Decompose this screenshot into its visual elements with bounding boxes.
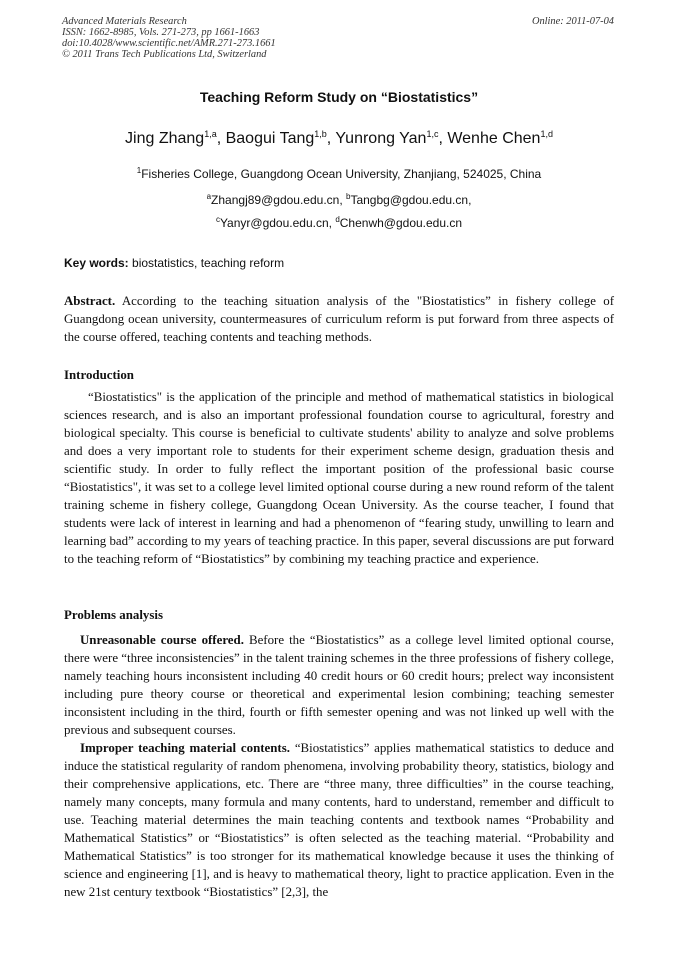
email-sup: a [206,192,212,201]
doi-line: doi:10.4028/www.scientific.net/AMR.271-273.1661 [62,38,276,49]
email-c: Yanyr@gdou.edu.cn, [219,216,336,230]
problems-p2-text: “Biostatistics” applies mathematical statistics to deduce and induce the statistical regularity of random phenomena, involving probability theory, statistics, biology and their comprehensive applications, etc. There are “three many, three difficulties” in the course teaching, namely many concepts, many formula and many contents, hard to understand, remember and difficult to use. Teaching material determines the main teaching contents and textbook names “Probability and Mathematical Statistics” or “Biostatistics” is often selected as the teaching material. “Probability and Mathematical Statistics” is too stronger for its mathematical knowledge because it uses the thinking of science and engineering [1], and is heavy to mathematical theory, light to practice application. Even in the new 21st century textbook “Biostatistics” [2,3], the [64,741,614,899]
email-line-2 [0,216,678,230]
author-sup: 1,c [426,129,439,139]
keywords-text: biostatistics, teaching reform [128,256,285,270]
author-sup: 1,b [314,129,327,139]
author-sep: , [438,130,448,147]
journal-name: Advanced Materials Research [62,16,187,27]
issn-line: ISSN: 1662-8985, Vols. 271-273, pp 1661-1663 [62,27,260,38]
affiliation-sup: 1 [136,166,142,175]
author-name: Yunrong Yan [335,130,427,147]
keywords [64,256,284,270]
abstract-label: Abstract. [64,294,116,308]
paper-title: Teaching Reform Study on “Biostatistics” [199,89,479,105]
problems-p1-label: Unreasonable course offered. [80,633,244,647]
author-sup: 1,a [204,129,217,139]
introduction-body [64,388,614,568]
author-sep: , [216,130,226,147]
introduction-paragraph: “Biostatistics" is the application of the principle and method of mathematical statistics in biological sciences research, and is also an important professional foundation course to agricultural, forestry and biological specialty. This course is beneficial to cultivate students' ability to analyze and solve problems and does a very important role to students for their experiment scheme design, graduation thesis and scientific study. In order to fully reflect the important position of the professional basic course “Biostatistics", it was set to a college level limited optional course during a new round reform of the talent training scheme in fishery college, Guangdong Ocean University. As the course teacher, I found that students were lack of interest in learning and had a phenomenon of “fearing study, unwilling to learn and learning bad” according to my years of teaching practice. In this paper, several discussions are put forward to the teaching reform of “Biostatistics” by combining my teaching practice and experience. [64,390,614,566]
affiliation [0,167,678,181]
journal-header [62,16,614,60]
email-sup: c [215,215,220,224]
email-b: Tangbg@gdou.edu.cn, [350,193,472,207]
affiliation-text: Fisheries College, Guangdong Ocean University, Zhanjiang, 524025, China [141,167,542,181]
abstract-text: According to the teaching situation analysis of the "Biostatistics” in fishery college of Guangdong ocean university, countermeasures of curriculum reform is put forward from three aspects of the course offered, teaching contents and teaching methods. [64,294,614,344]
problems-body [64,631,614,901]
email-sup: d [335,215,340,224]
author-name: Wenhe Chen [447,130,541,147]
email-d: Chenwh@gdou.edu.cn [339,216,463,230]
copyright-line: © 2011 Trans Tech Publications Ltd, Switzerland [62,49,267,60]
email-line-1 [0,193,678,207]
keywords-label: Key words: [64,256,129,270]
problems-heading: Problems analysis [64,608,163,622]
abstract [64,292,614,346]
problems-paragraph-2 [64,739,614,901]
author-list [0,130,678,148]
email-sup: b [346,192,351,201]
author-name: Jing Zhang [125,130,205,147]
problems-p2-label: Improper teaching material contents. [80,741,290,755]
problems-paragraph-1 [64,631,614,739]
author-name: Baogui Tang [225,130,315,147]
online-date: Online: 2011-07-04 [531,16,614,27]
problems-p1-text: Before the “Biostatistics” as a college level limited optional course, there were “three inconsistencies” in the talent training schemes in the three professions of fishery college, namely teaching hours inconsistent including 40 credit hours or 60 credit hours; prelect way inconsistent including pure theory course or theoretical and experimental lesion combining; teaching semester inconsistent including in the third, fourth or fifth semester opening and was not linked up well with the previous and subsequent courses. [64,633,614,737]
author-sup: 1,d [540,129,553,139]
email-a: Zhangj89@gdou.edu.cn, [211,193,346,207]
introduction-heading: Introduction [64,368,134,382]
author-sep: , [326,130,336,147]
